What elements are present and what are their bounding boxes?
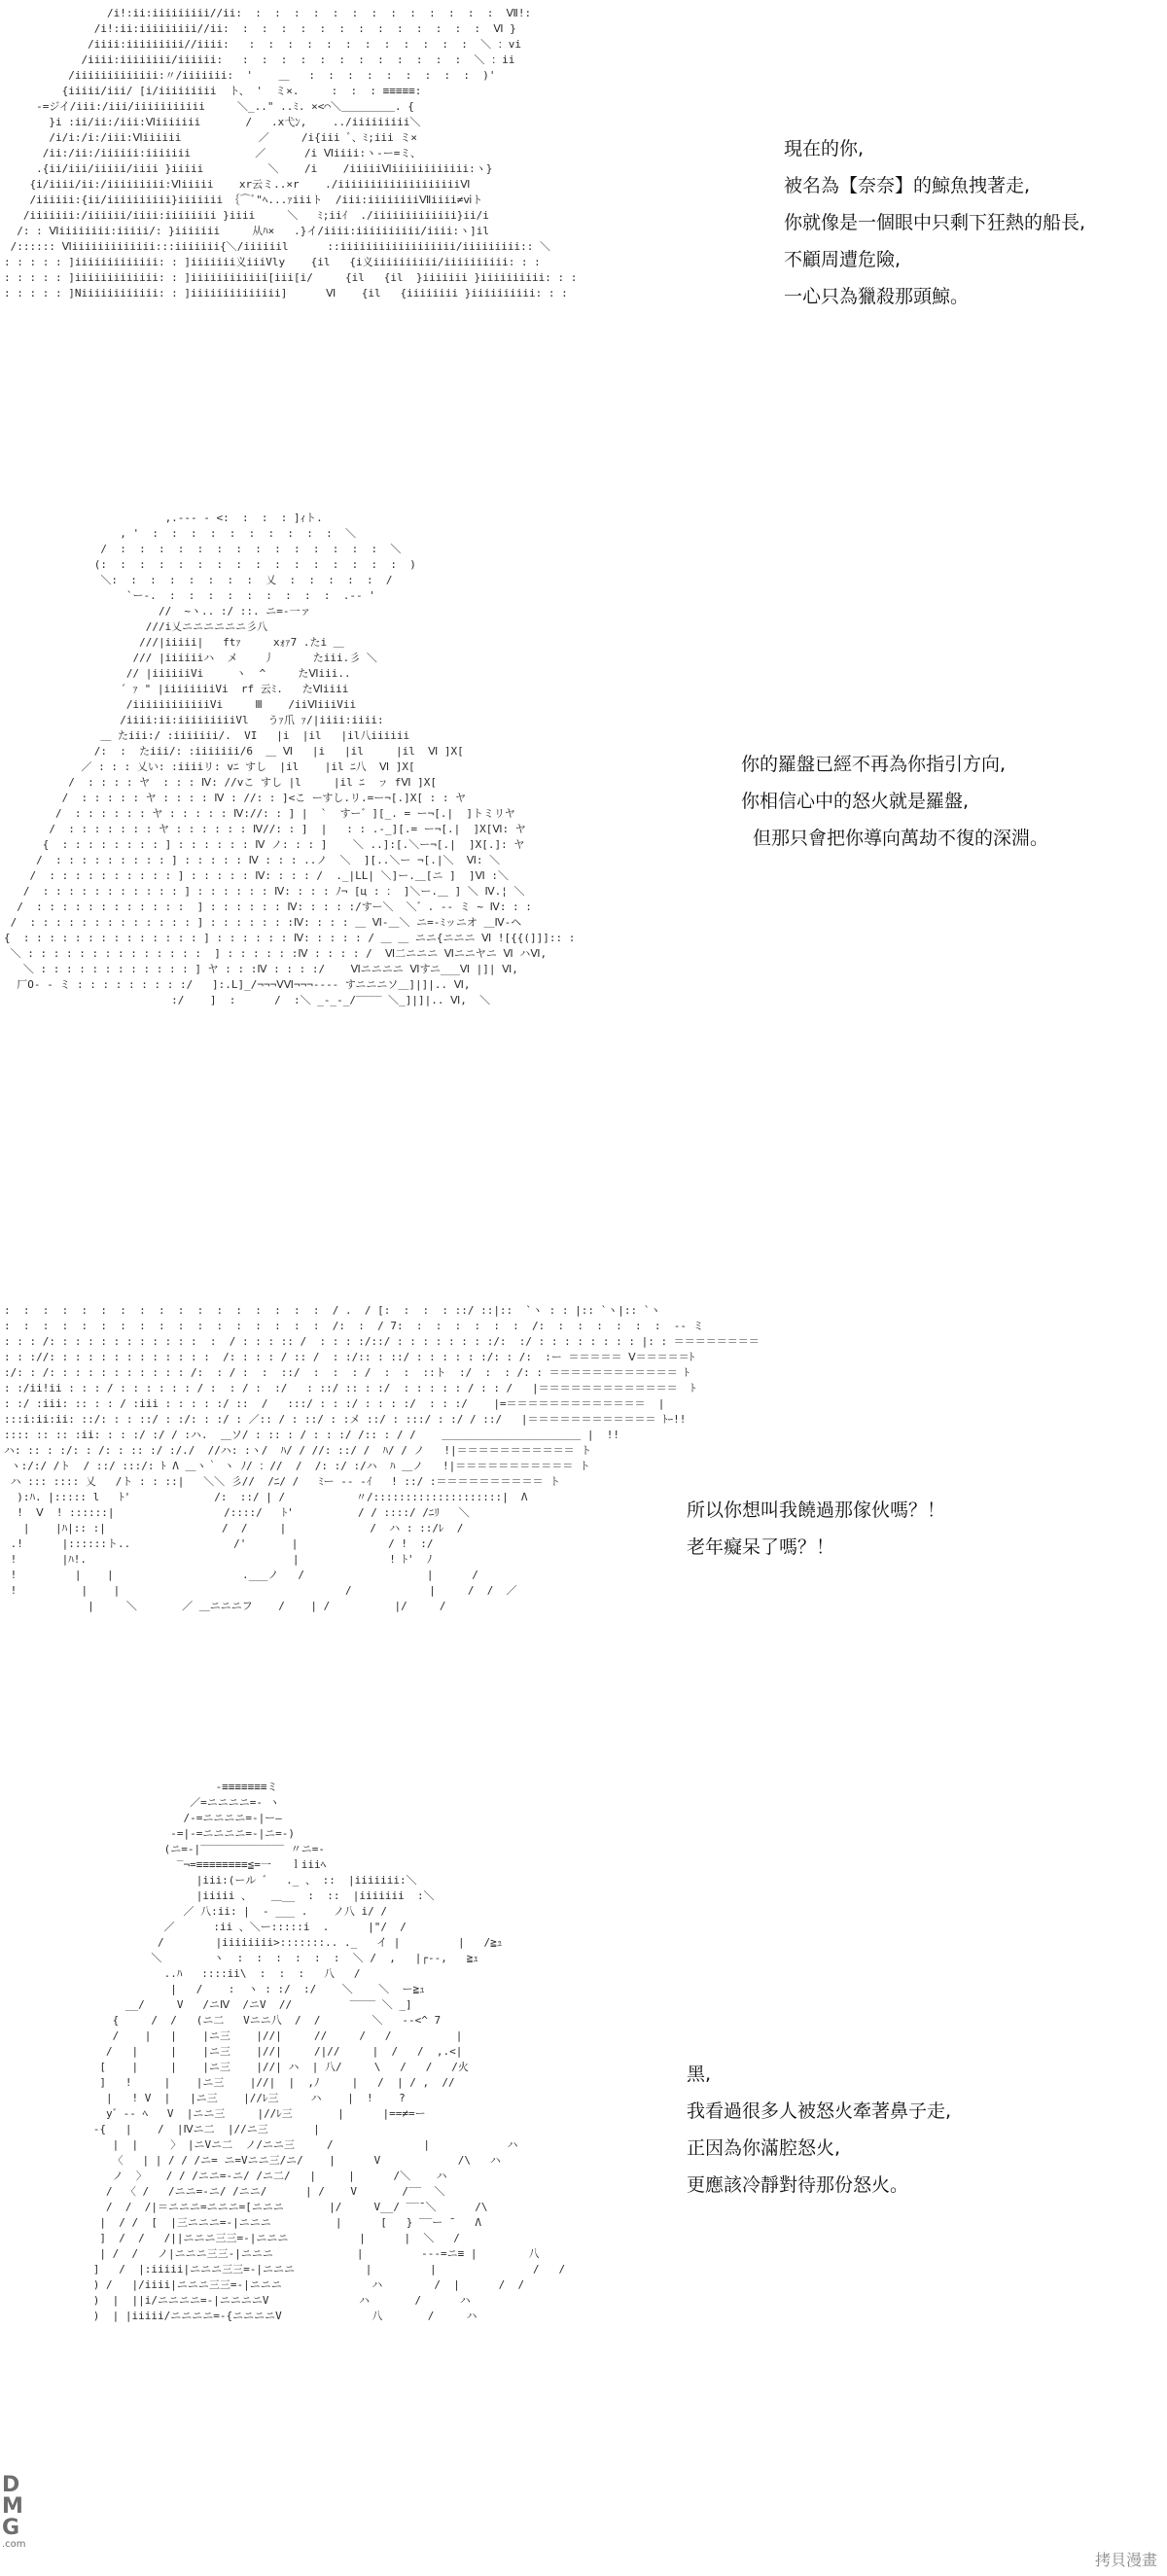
caption-block-2 xyxy=(741,746,1048,857)
watermark-domain: .com xyxy=(2,2539,26,2550)
caption-line: 你就像是一個眼中只剩下狂熱的船長, xyxy=(784,212,1086,233)
watermark-letter: D xyxy=(2,2473,20,2497)
caption-line: 所以你想叫我饒過那傢伙嗎？！ xyxy=(687,1500,946,1521)
panel-1 xyxy=(0,0,1167,476)
caption-line: 更應該冷靜對待那份怒火。 xyxy=(687,2174,909,2196)
panel-2 xyxy=(0,511,1167,1288)
caption-line: 一心只為獵殺那頭鯨。 xyxy=(784,286,970,307)
caption-block-4 xyxy=(687,2056,951,2204)
watermark-right: 拷貝漫畫 xyxy=(1094,2551,1157,2569)
panel-4 xyxy=(0,1780,1167,2576)
ascii-art-shadowed-figure: : : : : : : : : : : : : : : : : : / . / [: : : : ::/ ::|:: `ヽ : : |:: `ヽ|:: `ヽ : : : : : : : : : : : : : : : : : /: : / 7: : : : : : : /: : : : : : : ‐- ミ : : : /: : : : : : : : : : : : : / : : : :: / : : : :/::/ : : : : : : : :/: :/ : : : : : : : : |: : ＝＝＝＝＝＝＝＝ : : ://: : : : : : : : : : : : : /: : : : / :: / : :/:: : ::/ : : : : : :/: : /: :ー ＝＝＝＝＝ Ⅴ＝＝＝＝＝ﾄ :/: : /: : : : : : : : : : : /: : / : : ::/ : : : / : : ::ト :/ : : /: : ＝＝＝＝＝＝＝＝＝＝＝＝ ﾄ : :/ii!ii : : : / : : : : : : / : : / : :/ : ::/ :: : :/ : : : : : / : : / |＝＝＝＝＝＝＝＝＝＝＝＝＝ ﾄ : :/ :iii: :: : : / :iii : : : : :/ :: / :::/ : : :/ : : : :/ : : :/ |=＝＝＝＝＝＝＝＝＝＝＝＝＝ | :::i:ii:ii: ::/: : : ::/ : :/: : :/ : ／:: / : ::/ : :メ ::/ : :::/ : :/ / ::/ |＝＝＝＝＝＝＝＝＝＝＝＝ ﾄｰ!! :::: :: :: :ii: : : :/ :/ / :ハ. ＿ソ/ : :: : / : : :/ /:: : / / ＿＿＿＿＿＿＿＿＿＿＿＿＿ | !! ハ: :: : :/: : /: : :: :/ :/./ //ハ: :ヽ/ ﾊ/ / //: ::/ / ﾊ/ / ノ !|＝＝＝＝＝＝＝＝＝＝＝ ト ヽ:/:/ /ト / ::/ :::/: ﾄ Λ ＿ヽ｀ ヽ ﾉ/ ：// / /: :/ :/ハ ﾊ ＿ノ !|＝＝＝＝＝＝＝＝＝＝＝ ト ハ ::: :::: 乂 /ト : : ::| ＼＼ 彡// /ﾆ/ / ﾐー -- -ｲ ! ::/ :＝＝＝＝＝＝＝＝＝＝ ト ):ﾊ. |::::: l ﾄ' /: ::/ | / 〃/::::::::::::::::::::| Λ ! Ⅴ ! ::::::| /::::/ ﾄ' / / ::::/ /ﾆﾘ ＼ | |ﾊ|:: :| / / | / ハ : ::/ﾚ / .! |::::::ト.. /' | / ! :/ ! |ﾊ!. | ! ﾄ' ﾉ ! | | .___ノ / | / ! | | / | / / ／ | ＼ ／ ＿ニニニフ / | / |/ / xyxy=(4,1304,760,1612)
caption-line: 老年癡呆了嗎？！ xyxy=(687,1536,835,1558)
caption-line: 你相信心中的怒火就是羅盤, xyxy=(741,791,970,812)
caption-line: 黑, xyxy=(687,2064,712,2085)
ascii-art-cloaked-figure: ,.--- ‐ <: : : : ]ｨト. , ' : : : : : : : : : : ＼ / : : : : : : : : : : : : : : ＼ (: : : : : : : : : : : : : : : : ) ＼: : : : : : : : 乂 : : : : : / `ー-. : : : : : : : : : .-‐ ' // ~ヽ.. :/ ::. ニ=-一ァ ///i乂ニニニニニニ彡八 ///|iiiii| ftｧ xｫｧ7 .たi ＿ /// |iiiiiiハ メ 丿 たiii.彡 ＼ // |iiiiiiVi ヽ ^ たⅥiii.. ´ ｧ " |iiiiiiiiVi rf 云ﾐ. たⅥiiii /iiiiiiiiiiiiVi Ⅲ /iiⅥiiiVii /iiii:ii:iiiiiiiiiVl うｧ爪 ｧ/|iiii:iiii: ＿ たiii:/ :iiiiiii/. VI |i |il |il八iiiiii /: : たiii/: :iiiiiii/6 ＿ Ⅵ |i |il |il Ⅵ ]X[ ／ : : : 乂い: :iiiiリ: vﾆ すし |il |il ﾆ八 Ⅵ ]X[ / : : : : ヤ : : : Ⅳ: //vこ すし |l |il ﾆ ㇷ fⅥ ]X[ / : : : : : ヤ : : : : Ⅳ : //: : ]<こ ーすし.リ.=ー¬[.]X[ : : ヤ / : : : : : : ヤ : : : : : Ⅳ://: : ] | ` すー゛][_. = ー¬[.| ]トミリヤ / : : : : : : : ヤ : : : : : : Ⅳ//: : ] | : : .-_][.= ー¬[.| ]X[Ⅵ: ヤ { : : : : : : : : ] : : : : : : Ⅳ ノ: : : ] ＼ ..]:[.＼ー¬[.| ]X[.]: ヤ / : : : : : : : : : ] : : : : : Ⅳ : : : ..ノ ＼ ][..＼ー ¬[.|＼ Ⅵ: ＼ / : : : : : : : : : : ] : : : : : Ⅳ: : : : / ._|LL| ＼]ー.＿[ニ ] ]Ⅵ :＼ / : : : : : : : : : : : ] : : : : : : Ⅳ: : : : ﾉ¬ [ц : ： ]＼ー.＿ ] ＼ Ⅳ.¦ ＼ / : : : : : : : : : : : : ] : : : : : : Ⅳ: : : : :/すー＼ ＼゛. -- ミ ~ Ⅳ: : : / : : : : : : : : : : : : : ] : : : : : : :Ⅳ: : : : ＿ Ⅵ-＿＼ ニ=-ﾐッニオ ＿Ⅳ-ヘ { : : : : : : : : : : : : : : ] : : : : : : Ⅳ: : : : : / ＿ ＿ ニニ{ニニニ Ⅵ ![{{(]]]:: : ＼ : : : : : : : : : : : : : : ] : : : : : :Ⅳ : : : : / Ⅵ二ニニニ Ⅵニニヤニ Ⅵ ハⅥ, ＼ : : : : : : : : : : : : ] ヤ : : :Ⅳ : : : :/ Ⅵニニニニ Ⅵすニ___Ⅵ |]| Ⅵ, 厂O- - ミ : : : : : : : : :/ ]:.L]_/¬¬¬ⅤⅥ¬¬¬---- すニニニソ＿]|]|.. Ⅵ, :/ ] : / :＼ _-_-_/‾‾‾‾ ＼_]|]|.. Ⅵ, ＼ xyxy=(4,512,576,1006)
caption-block-3 xyxy=(687,1492,945,1566)
caption-line: 不顧周遭危險, xyxy=(784,249,902,270)
caption-line: 現在的你, xyxy=(784,138,865,159)
caption-line: 你的羅盤已經不再為你指引方向, xyxy=(741,754,1007,775)
ascii-art-straw-hat-figure: -≡≡≡≡≡≡≡ミ ／=ニニニニ=- ヽ /-=ニニニニ=-|ー― -=|-=ニニニニ=-|ニ=-) (ニ=-|‾‾‾‾‾‾‾‾‾‾‾‾‾ 〃ニ=- ‾¬=≡≡≡≡≡≡≡≡≦=一 ｌiiiﾍ |iii:(ール ゛ ._ 、 :: |iiiiiii:＼ |iiiii 、 ＿__ : :: |iiiiiii :＼ ／ 八:ii: | - ___ . ノ八 i/ / ／ :ii 、＼ー:::::i . |"/ / / |iiiiiiii>:::::::.. ._ イ | | /≧ｭ ＼ ヽ : : : : : : ＼ / , |┌--, ≧ｭ ..ﾊ ::::ii\ : : : 八 / | / : ヽ : :/ :/ ＼ ＼ ー≧ｭ __/ V /ニⅣ /ニV // ‾‾‾‾ ＼ _] { / / (ニ二 Vニニ八 / / ＼ --<^ 7 / | | |ニ三 |//| // / / | / | | |ニ三 |//| /|// | / / ,.<| [ | | |ニ三 |//| ハ | 八/ \ / / /火 ] ! | |ニ三 |//| | ,ﾉ | / | / , // | ! V | |ニ三 |//ﾚ三 ハ | ! ? y゛-- ﾍ V |ニニ三 |//ﾚ三 | |==≠=ー -{ | / |Ⅳニ二 |//ニ三 | | | 〉 |ニVニ二 ノ/ニニ三 / | ハ 〈 | | / / /ニ= ニ=Vニニ三/ニ/ | V /\ ハ ノ 〉 / / /ニニ=-ニ/ /ニ二/ | | /＼ ハ / 〈 / /ニニ=-ニ/ /ニニ/ | / V /‾‾ ＼ / / /|＝ニニニ=ニニニ=[ニニニ |/ V__/ ‾‾¯＼ /\ | / / [ |三ニニニ=-|ニニニ | [ } ‾‾ー ¯ Λ ] / / /||ニニニ三三=-|ニニニ | | ＼ / | / / ノ|ニニニ三三-|ニニニ | ---=ニ≡ | 八 ] / |:iiiii|ニニニ三三=-|ニニニ | | / / ) / |/iiii|ニニニ三三=-|ニニニ ハ / | / / ) | ||i/ニニニニ=-|ニニニニV ハ / ハ ) | |iiiii/ニニニニ=-{ニニニニV 八 / ハ xyxy=(92,1781,566,2322)
caption-block-1 xyxy=(784,130,1085,315)
caption-line: 被名為【奈奈】的鯨魚拽著走, xyxy=(784,175,1031,196)
panel-3 xyxy=(0,1303,1167,1750)
caption-line: 但那只會把你導向萬劫不復的深淵。 xyxy=(753,828,1049,849)
watermark-letter: G xyxy=(2,2516,20,2540)
caption-line: 正因為你滿腔怒火, xyxy=(687,2137,841,2159)
caption-line: 我看過很多人被怒火牽著鼻子走, xyxy=(687,2100,952,2122)
ascii-art-captain: /i!:ii:iiiiiiiii//ii: : : : : : : : : : : : : : Ⅶ!: /i!:ii:iiiiiiiii//ii: : : : : : : : : : : : : : Ⅵ } /iiii:iiiiiiiii//iiii: : : : : : : : : : : : : ＼ ：vi /iiii:iiiiiiii/iiiiii: : : : : : : : : : : : : ＼ ：ii /iiiiiiiiiiiii:〃/iiiiiii: ' ＿ : : : : : : : : : )' {iiiii/iii/ [i/iiiiiiiii ト、 ' ミ×. : : : ≡≡≡≡≡: -=ジイ/iii:/iii/iiiiiiiiiii ＼_.." ..ﾐ. ×<⌒＼＿＿＿＿＿. { }i :ii/ii:/iii:Ⅵiiiiiii / .x弋ﾝ, ../iiiiiiiii＼ /i/i:/i:/iii:Ⅵiiiiii ／ /i{iii ﾞ、ﾐ;iii ミ× /ii:/ii:/iiiiii:iiiiiii ／ /i Ⅵiiii:ヽ-ー=ミ、 .{ii/iii/iiiii/iiii }iiiii ＼ /i /iiiiiⅥiiiiiiiiiiii:ヽ} {i/iiii/ii:/iiiiiiiii:Ⅵiiiii xr云ミ..×r ./iiiiiiiiiiiiiiiiiiiⅥ /iiiiii:{ii/iiiiiiiiii}iiiiiii ｛⌒ﾞ"ﾍ...ｧiiiト /iii:iiiiiiiiⅦiiii≠ⅵト /iiiiiii:/iiiiii/iiii:iiiiiiii }iiii ＼ ﾐ;iiｲ ./iiiiiiiiiiiii}ii/i /: : Ⅵiiiiiiii:iiiii/: }iiiiiii 从ﾊ× .}イ/iiii:iiiiiiiiii/iiii:ヽ]il /:::::: Ⅵiiiiiiiiiiiii:::iiiiiii{＼/iiiiiil ::iiiiiiiiiiiiiiiiii/iiiiiiiii:: ＼ : : : : : ]iiiiiiiiiiiii: : ]iiiiiii义iiiVly {il {i义iiiiiiiiii/iiiiiiiiii: : : : : : : : ]iiiiiiiiiiiii: : ]iiiiiiiiiiii[iii[i/ {il {il }iiiiiii }iiiiiiiiii: : : : : : : : ]Niiiiiiiiiiii: : ]iiiiiiiiiiiiii] Ⅵ {il {iiiiiiii }iiiiiiiiii: : : xyxy=(4,7,578,300)
watermark-letter: M xyxy=(2,2494,23,2519)
watermark-logo-left xyxy=(2,2475,47,2553)
